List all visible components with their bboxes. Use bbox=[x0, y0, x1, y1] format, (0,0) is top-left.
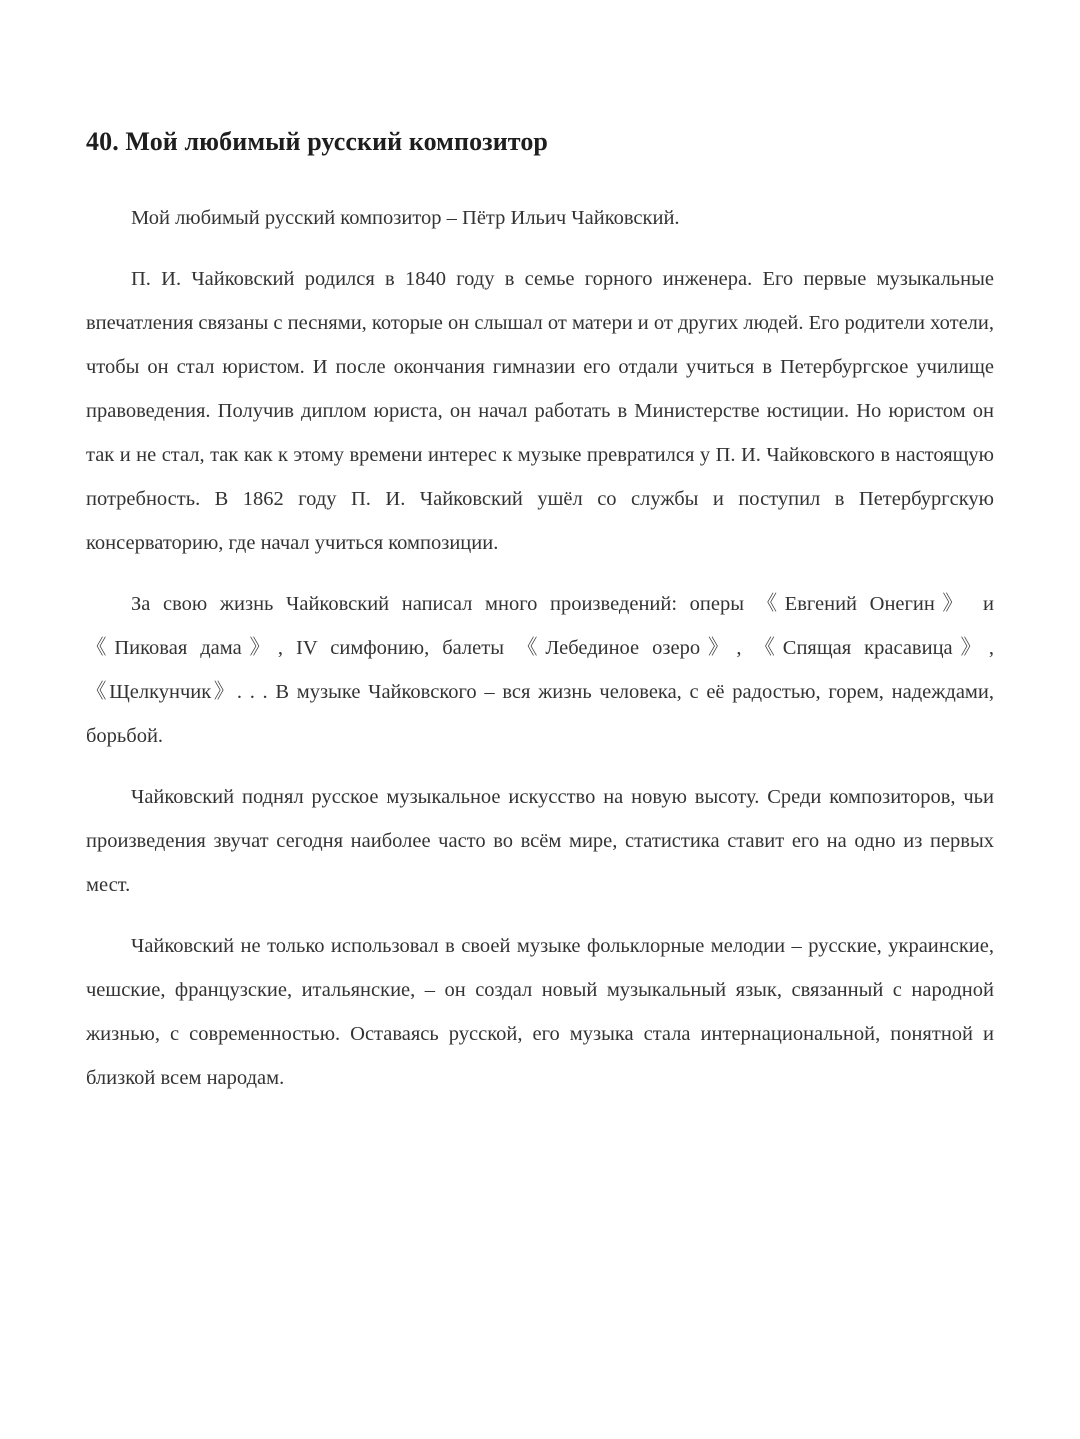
document-page bbox=[86, 118, 994, 1100]
paragraph-works: За свою жизнь Чайковский написал много произведений: оперы 《Евгений Онегин》 и 《Пиковая дама》, IV симфонию, балеты 《Лебединое озеро》, 《Спящая красавица》, 《Щелкунчик》. . . В музыке Чайковского – вся жизнь человека, с её радостью, горем, надеждами, борьбой. bbox=[86, 593, 994, 747]
paragraph-musical-language: Чайковский не только использовал в своей музыке фольклорные мелодии – русские, украинские, чешские, французские, итальянские, – он создал новый музыкальный язык, связанный с народной жизнью, с современностью. Оставаясь русской, его музыка стала интернациональной, понятной и близкой всем народам. bbox=[86, 935, 994, 1089]
document-title: 40. Мой любимый русский композитор bbox=[86, 127, 548, 156]
paragraph-intro: Мой любимый русский композитор – Пётр Ильич Чайковский. bbox=[131, 207, 680, 229]
paragraph-legacy: Чайковский поднял русское музыкальное искусство на новую высоту. Среди композиторов, чьи произведения звучат сегодня наиболее часто во всём мире, статистика ставит его на одно из первых мест. bbox=[86, 786, 994, 896]
paragraph-biography: П. И. Чайковский родился в 1840 году в семье горного инженера. Его первые музыкальные впечатления связаны с песнями, которые он слышал от матери и от других людей. Его родители хотели, чтобы он стал юристом. И после окончания гимназии его отдали учиться в Петербургское училище правоведения. Получив диплом юриста, он начал работать в Министерстве юстиции. Но юристом он так и не стал, так как к этому времени интерес к музыке превратился у П. И. Чайковского в настоящую потребность. В 1862 году П. И. Чайковский ушёл со службы и поступил в Петербургскую консерваторию, где начал учиться композиции. bbox=[86, 268, 994, 554]
